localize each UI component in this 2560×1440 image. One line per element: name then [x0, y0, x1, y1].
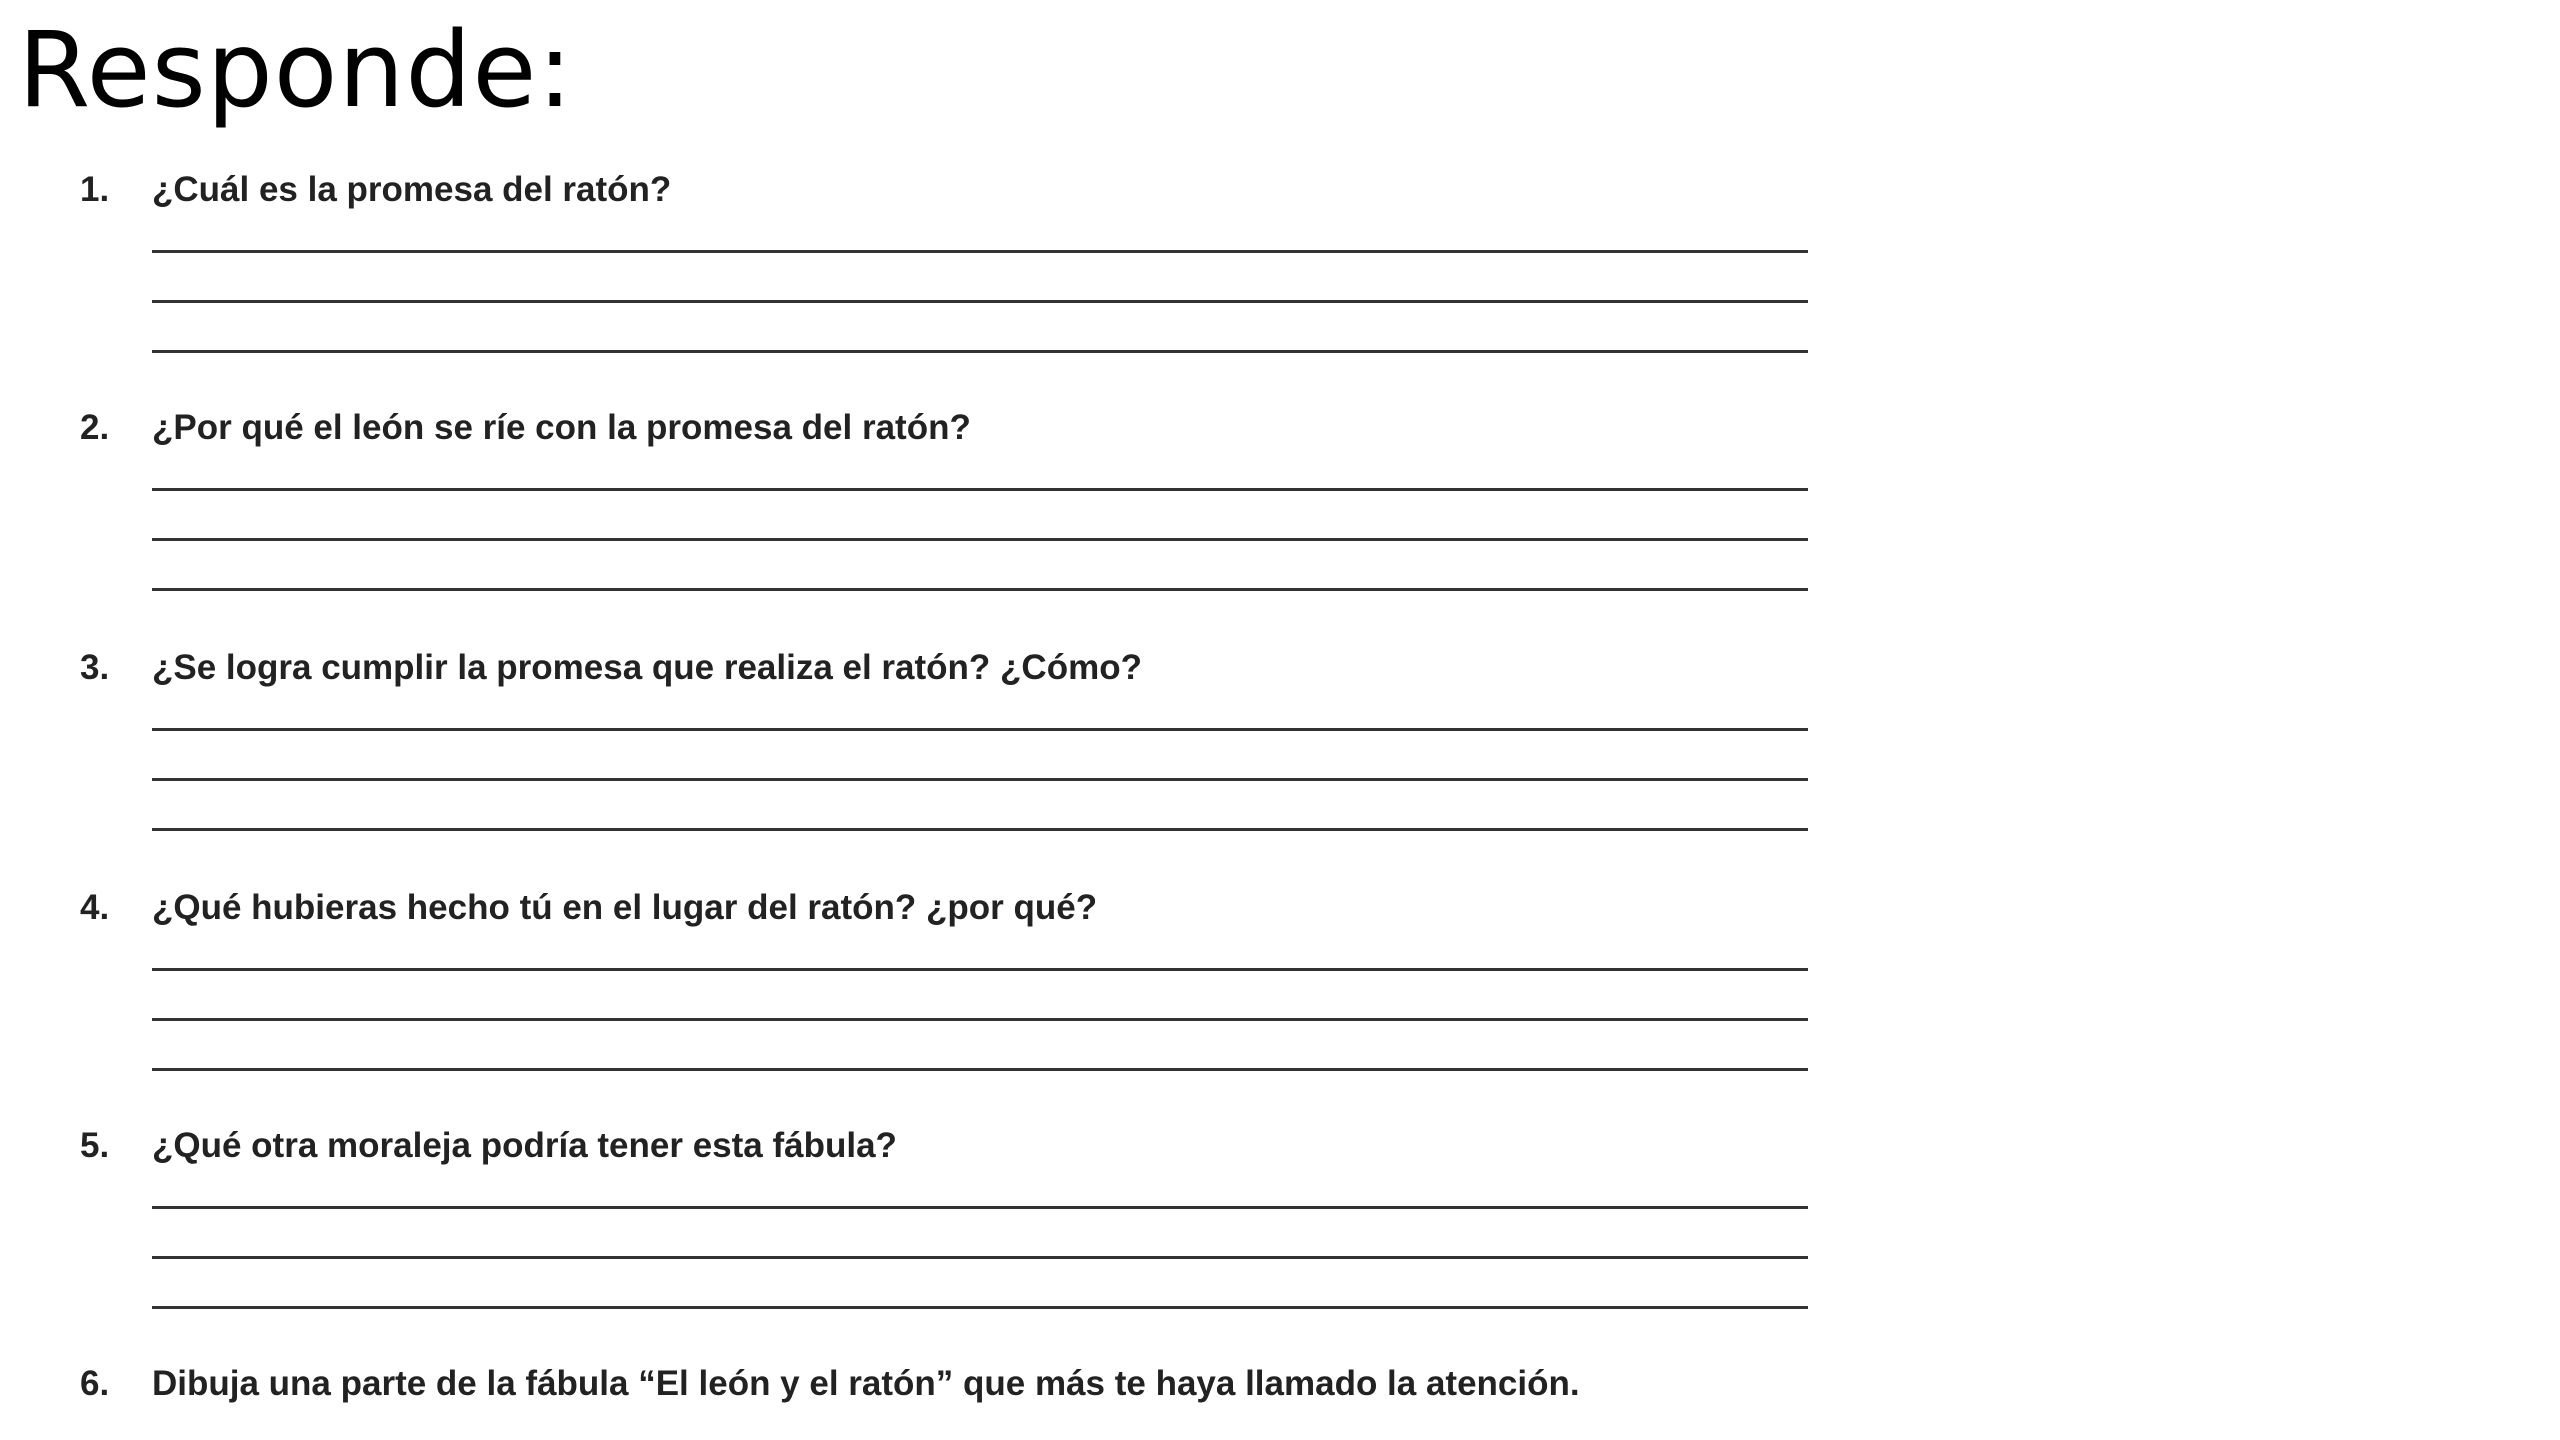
answer-line	[152, 1306, 1808, 1309]
answer-line	[152, 588, 1808, 591]
answer-line	[152, 300, 1808, 303]
question-number: 3.	[80, 648, 110, 687]
slide-title: Responde:	[18, 9, 574, 131]
answer-line	[152, 968, 1808, 971]
answer-line	[152, 488, 1808, 491]
question-number: 4.	[80, 888, 110, 927]
question-text: ¿Qué otra moraleja podría tener esta fábula?	[152, 1126, 897, 1165]
question-number: 5.	[80, 1126, 110, 1165]
answer-line	[152, 778, 1808, 781]
answer-line	[152, 350, 1808, 353]
question-number: 1.	[80, 170, 110, 209]
question-text: ¿Por qué el león se ríe con la promesa del ratón?	[152, 408, 971, 447]
question-text: ¿Qué hubieras hecho tú en el lugar del ratón? ¿por qué?	[152, 888, 1098, 927]
answer-line	[152, 1068, 1808, 1071]
answer-line	[152, 538, 1808, 541]
answer-line	[152, 250, 1808, 253]
question-number: 2.	[80, 408, 110, 447]
answer-line	[152, 1256, 1808, 1259]
question-text: ¿Se logra cumplir la promesa que realiza el ratón? ¿Cómo?	[152, 648, 1142, 687]
answer-line	[152, 1018, 1808, 1021]
question-text: Dibuja una parte de la fábula “El león y el ratón” que más te haya llamado la atención.	[152, 1364, 1580, 1403]
answer-line	[152, 728, 1808, 731]
question-text: ¿Cuál es la promesa del ratón?	[152, 170, 672, 209]
answer-line	[152, 828, 1808, 831]
answer-line	[152, 1206, 1808, 1209]
question-number: 6.	[80, 1364, 110, 1403]
